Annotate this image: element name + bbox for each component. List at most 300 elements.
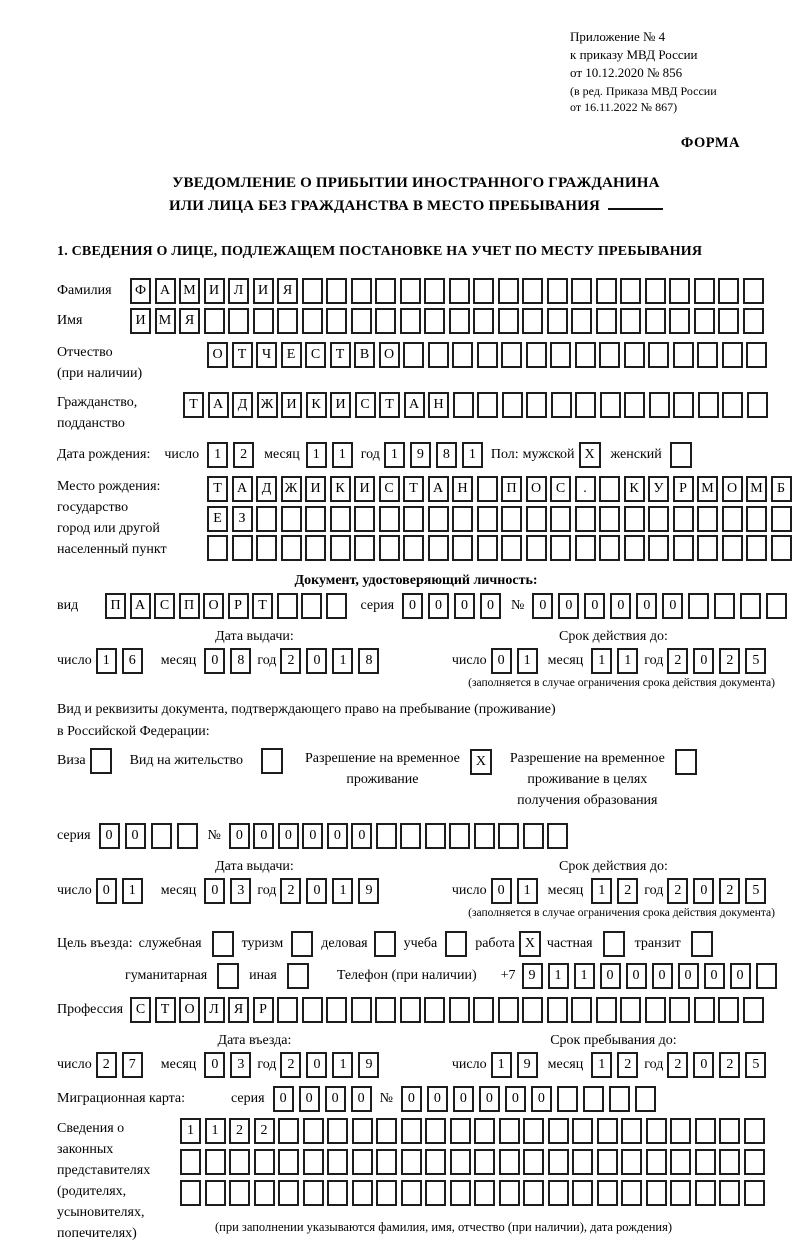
char-cell[interactable] bbox=[645, 997, 666, 1023]
char-cell[interactable] bbox=[597, 1180, 618, 1206]
char-cell[interactable]: М bbox=[155, 308, 176, 334]
char-cell[interactable] bbox=[669, 997, 690, 1023]
char-cell[interactable]: 1 bbox=[180, 1118, 201, 1144]
char-cell[interactable] bbox=[722, 506, 743, 532]
char-cell[interactable]: 0 bbox=[302, 823, 323, 849]
char-cell[interactable]: 1 bbox=[574, 963, 595, 989]
char-cell[interactable] bbox=[596, 278, 617, 304]
char-cell[interactable] bbox=[180, 1149, 201, 1175]
char-cell[interactable]: 1 bbox=[591, 1052, 612, 1078]
char-cell[interactable] bbox=[376, 1118, 397, 1144]
char-cell[interactable] bbox=[744, 1180, 765, 1206]
char-cell[interactable] bbox=[498, 823, 519, 849]
char-cell[interactable]: 0 bbox=[351, 1086, 372, 1112]
char-cell[interactable]: О bbox=[526, 476, 547, 502]
char-cell[interactable]: 0 bbox=[704, 963, 725, 989]
char-cell[interactable]: 0 bbox=[693, 648, 714, 674]
char-cell[interactable]: 1 bbox=[591, 648, 612, 674]
char-cell[interactable] bbox=[403, 535, 424, 561]
char-cell[interactable]: 2 bbox=[617, 878, 638, 904]
char-cell[interactable] bbox=[523, 823, 544, 849]
char-cell[interactable] bbox=[354, 535, 375, 561]
char-cell[interactable] bbox=[599, 506, 620, 532]
char-cell[interactable]: Ж bbox=[257, 392, 278, 418]
char-cell[interactable] bbox=[499, 1118, 520, 1144]
char-cell[interactable]: 0 bbox=[505, 1086, 526, 1112]
char-cell[interactable] bbox=[771, 506, 792, 532]
char-cell[interactable] bbox=[256, 535, 277, 561]
char-cell[interactable]: 1 bbox=[517, 648, 538, 674]
char-cell[interactable] bbox=[624, 535, 645, 561]
char-cell[interactable] bbox=[620, 997, 641, 1023]
char-cell[interactable]: Т bbox=[207, 476, 228, 502]
char-cell[interactable] bbox=[180, 1180, 201, 1206]
char-cell[interactable] bbox=[477, 506, 498, 532]
char-cell[interactable] bbox=[673, 342, 694, 368]
char-cell[interactable] bbox=[756, 963, 777, 989]
char-cell[interactable]: 5 bbox=[745, 648, 766, 674]
char-cell[interactable] bbox=[624, 342, 645, 368]
char-cell[interactable]: 0 bbox=[306, 878, 327, 904]
char-cell[interactable] bbox=[326, 308, 347, 334]
purpose-official-checkbox[interactable] bbox=[212, 931, 234, 957]
char-cell[interactable]: 9 bbox=[410, 442, 431, 468]
char-cell[interactable] bbox=[501, 506, 522, 532]
char-cell[interactable] bbox=[526, 506, 547, 532]
char-cell[interactable] bbox=[669, 308, 690, 334]
char-cell[interactable]: 0 bbox=[253, 823, 274, 849]
purpose-work-checkbox[interactable]: X bbox=[519, 931, 541, 957]
char-cell[interactable] bbox=[575, 392, 596, 418]
char-cell[interactable] bbox=[424, 278, 445, 304]
purpose-transit-checkbox[interactable] bbox=[691, 931, 713, 957]
char-cell[interactable]: А bbox=[155, 278, 176, 304]
char-cell[interactable] bbox=[428, 535, 449, 561]
char-cell[interactable]: 2 bbox=[667, 648, 688, 674]
char-cell[interactable]: 1 bbox=[96, 648, 117, 674]
char-cell[interactable] bbox=[229, 1180, 250, 1206]
char-cell[interactable] bbox=[547, 278, 568, 304]
char-cell[interactable]: С bbox=[154, 593, 175, 619]
char-cell[interactable]: 8 bbox=[230, 648, 251, 674]
char-cell[interactable]: 1 bbox=[205, 1118, 226, 1144]
char-cell[interactable]: 0 bbox=[273, 1086, 294, 1112]
char-cell[interactable] bbox=[379, 535, 400, 561]
char-cell[interactable] bbox=[400, 997, 421, 1023]
char-cell[interactable] bbox=[523, 1149, 544, 1175]
char-cell[interactable]: Н bbox=[452, 476, 473, 502]
char-cell[interactable]: К bbox=[624, 476, 645, 502]
char-cell[interactable] bbox=[277, 308, 298, 334]
char-cell[interactable] bbox=[718, 997, 739, 1023]
char-cell[interactable]: 0 bbox=[327, 823, 348, 849]
char-cell[interactable] bbox=[571, 997, 592, 1023]
char-cell[interactable] bbox=[256, 506, 277, 532]
char-cell[interactable]: 0 bbox=[299, 1086, 320, 1112]
char-cell[interactable] bbox=[449, 823, 470, 849]
char-cell[interactable]: 0 bbox=[626, 963, 647, 989]
char-cell[interactable] bbox=[695, 1180, 716, 1206]
char-cell[interactable] bbox=[599, 342, 620, 368]
char-cell[interactable]: Л bbox=[204, 997, 225, 1023]
char-cell[interactable] bbox=[326, 278, 347, 304]
char-cell[interactable]: 1 bbox=[617, 648, 638, 674]
char-cell[interactable] bbox=[621, 1118, 642, 1144]
char-cell[interactable]: 0 bbox=[204, 878, 225, 904]
char-cell[interactable] bbox=[771, 535, 792, 561]
char-cell[interactable] bbox=[719, 1149, 740, 1175]
char-cell[interactable]: О bbox=[379, 342, 400, 368]
char-cell[interactable] bbox=[718, 278, 739, 304]
char-cell[interactable] bbox=[425, 1180, 446, 1206]
char-cell[interactable] bbox=[498, 308, 519, 334]
char-cell[interactable] bbox=[645, 308, 666, 334]
char-cell[interactable] bbox=[204, 308, 225, 334]
char-cell[interactable] bbox=[646, 1180, 667, 1206]
char-cell[interactable] bbox=[229, 1149, 250, 1175]
char-cell[interactable] bbox=[474, 1149, 495, 1175]
char-cell[interactable] bbox=[572, 1180, 593, 1206]
char-cell[interactable] bbox=[688, 593, 709, 619]
char-cell[interactable]: Д bbox=[232, 392, 253, 418]
char-cell[interactable] bbox=[695, 1149, 716, 1175]
char-cell[interactable]: 0 bbox=[96, 878, 117, 904]
char-cell[interactable]: 0 bbox=[428, 593, 449, 619]
char-cell[interactable] bbox=[719, 1180, 740, 1206]
char-cell[interactable] bbox=[547, 997, 568, 1023]
char-cell[interactable]: 8 bbox=[436, 442, 457, 468]
char-cell[interactable]: А bbox=[232, 476, 253, 502]
char-cell[interactable] bbox=[624, 392, 645, 418]
char-cell[interactable] bbox=[477, 342, 498, 368]
char-cell[interactable] bbox=[609, 1086, 630, 1112]
char-cell[interactable]: Л bbox=[228, 278, 249, 304]
char-cell[interactable]: 2 bbox=[719, 648, 740, 674]
char-cell[interactable]: О bbox=[203, 593, 224, 619]
char-cell[interactable]: Ж bbox=[281, 476, 302, 502]
char-cell[interactable]: 0 bbox=[453, 1086, 474, 1112]
char-cell[interactable] bbox=[523, 1180, 544, 1206]
char-cell[interactable] bbox=[645, 278, 666, 304]
char-cell[interactable] bbox=[351, 308, 372, 334]
char-cell[interactable] bbox=[670, 1118, 691, 1144]
char-cell[interactable]: 2 bbox=[280, 1052, 301, 1078]
char-cell[interactable]: М bbox=[746, 476, 767, 502]
char-cell[interactable] bbox=[646, 1118, 667, 1144]
char-cell[interactable]: Р bbox=[228, 593, 249, 619]
char-cell[interactable]: 0 bbox=[730, 963, 751, 989]
char-cell[interactable]: 0 bbox=[652, 963, 673, 989]
char-cell[interactable] bbox=[743, 278, 764, 304]
char-cell[interactable] bbox=[351, 278, 372, 304]
char-cell[interactable]: К bbox=[330, 476, 351, 502]
char-cell[interactable] bbox=[523, 1118, 544, 1144]
char-cell[interactable] bbox=[303, 1149, 324, 1175]
male-checkbox[interactable]: X bbox=[579, 442, 601, 468]
char-cell[interactable] bbox=[572, 1149, 593, 1175]
edu-permit-checkbox[interactable] bbox=[675, 749, 697, 775]
char-cell[interactable]: 2 bbox=[233, 442, 254, 468]
char-cell[interactable] bbox=[327, 1180, 348, 1206]
char-cell[interactable] bbox=[401, 1180, 422, 1206]
char-cell[interactable]: В bbox=[354, 342, 375, 368]
char-cell[interactable] bbox=[694, 278, 715, 304]
char-cell[interactable]: И bbox=[130, 308, 151, 334]
char-cell[interactable]: 2 bbox=[667, 878, 688, 904]
char-cell[interactable]: Т bbox=[403, 476, 424, 502]
char-cell[interactable] bbox=[450, 1149, 471, 1175]
char-cell[interactable]: 1 bbox=[517, 878, 538, 904]
char-cell[interactable] bbox=[550, 506, 571, 532]
char-cell[interactable]: А bbox=[404, 392, 425, 418]
char-cell[interactable] bbox=[498, 997, 519, 1023]
char-cell[interactable]: 2 bbox=[719, 878, 740, 904]
char-cell[interactable]: Ф bbox=[130, 278, 151, 304]
char-cell[interactable]: 6 bbox=[122, 648, 143, 674]
char-cell[interactable] bbox=[621, 1180, 642, 1206]
char-cell[interactable] bbox=[597, 1149, 618, 1175]
char-cell[interactable]: 0 bbox=[600, 963, 621, 989]
char-cell[interactable] bbox=[474, 1180, 495, 1206]
char-cell[interactable]: И bbox=[204, 278, 225, 304]
char-cell[interactable]: 0 bbox=[610, 593, 631, 619]
char-cell[interactable]: 2 bbox=[719, 1052, 740, 1078]
char-cell[interactable] bbox=[571, 308, 592, 334]
char-cell[interactable] bbox=[635, 1086, 656, 1112]
char-cell[interactable]: 0 bbox=[125, 823, 146, 849]
char-cell[interactable] bbox=[522, 278, 543, 304]
residence-permit-checkbox[interactable] bbox=[261, 748, 283, 774]
char-cell[interactable] bbox=[449, 997, 470, 1023]
visa-checkbox[interactable] bbox=[90, 748, 112, 774]
char-cell[interactable] bbox=[571, 278, 592, 304]
char-cell[interactable] bbox=[232, 535, 253, 561]
char-cell[interactable]: 2 bbox=[254, 1118, 275, 1144]
char-cell[interactable] bbox=[452, 535, 473, 561]
char-cell[interactable]: 2 bbox=[229, 1118, 250, 1144]
char-cell[interactable] bbox=[401, 1118, 422, 1144]
char-cell[interactable]: 1 bbox=[332, 648, 353, 674]
char-cell[interactable] bbox=[428, 506, 449, 532]
char-cell[interactable] bbox=[477, 535, 498, 561]
char-cell[interactable]: Е bbox=[207, 506, 228, 532]
char-cell[interactable]: 1 bbox=[332, 442, 353, 468]
char-cell[interactable]: 0 bbox=[558, 593, 579, 619]
char-cell[interactable]: 0 bbox=[480, 593, 501, 619]
char-cell[interactable] bbox=[205, 1149, 226, 1175]
char-cell[interactable]: П bbox=[179, 593, 200, 619]
char-cell[interactable]: Я bbox=[179, 308, 200, 334]
char-cell[interactable]: 1 bbox=[332, 878, 353, 904]
char-cell[interactable] bbox=[722, 342, 743, 368]
char-cell[interactable] bbox=[453, 392, 474, 418]
char-cell[interactable]: 2 bbox=[280, 878, 301, 904]
char-cell[interactable] bbox=[330, 506, 351, 532]
char-cell[interactable]: А bbox=[130, 593, 151, 619]
char-cell[interactable] bbox=[575, 506, 596, 532]
char-cell[interactable] bbox=[205, 1180, 226, 1206]
char-cell[interactable] bbox=[474, 1118, 495, 1144]
char-cell[interactable] bbox=[526, 342, 547, 368]
char-cell[interactable]: 1 bbox=[384, 442, 405, 468]
char-cell[interactable] bbox=[449, 278, 470, 304]
char-cell[interactable] bbox=[746, 535, 767, 561]
char-cell[interactable] bbox=[722, 392, 743, 418]
char-cell[interactable]: С bbox=[550, 476, 571, 502]
char-cell[interactable]: О bbox=[722, 476, 743, 502]
char-cell[interactable]: Р bbox=[673, 476, 694, 502]
char-cell[interactable] bbox=[648, 506, 669, 532]
char-cell[interactable]: Ч bbox=[256, 342, 277, 368]
purpose-other-checkbox[interactable] bbox=[287, 963, 309, 989]
char-cell[interactable] bbox=[425, 823, 446, 849]
purpose-business-checkbox[interactable] bbox=[374, 931, 396, 957]
char-cell[interactable] bbox=[550, 535, 571, 561]
char-cell[interactable]: 0 bbox=[693, 878, 714, 904]
char-cell[interactable] bbox=[278, 1180, 299, 1206]
char-cell[interactable] bbox=[744, 1118, 765, 1144]
char-cell[interactable] bbox=[740, 593, 761, 619]
char-cell[interactable]: Т bbox=[155, 997, 176, 1023]
char-cell[interactable] bbox=[596, 997, 617, 1023]
char-cell[interactable] bbox=[499, 1149, 520, 1175]
char-cell[interactable] bbox=[473, 997, 494, 1023]
char-cell[interactable] bbox=[695, 1118, 716, 1144]
char-cell[interactable] bbox=[673, 392, 694, 418]
char-cell[interactable]: И bbox=[330, 392, 351, 418]
char-cell[interactable]: С bbox=[130, 997, 151, 1023]
char-cell[interactable]: 8 bbox=[358, 648, 379, 674]
purpose-humanitarian-checkbox[interactable] bbox=[217, 963, 239, 989]
char-cell[interactable] bbox=[278, 1118, 299, 1144]
char-cell[interactable]: 0 bbox=[531, 1086, 552, 1112]
char-cell[interactable]: 3 bbox=[230, 878, 251, 904]
char-cell[interactable]: 0 bbox=[99, 823, 120, 849]
female-checkbox[interactable] bbox=[670, 442, 692, 468]
char-cell[interactable] bbox=[281, 506, 302, 532]
char-cell[interactable] bbox=[746, 506, 767, 532]
char-cell[interactable] bbox=[649, 392, 670, 418]
char-cell[interactable]: Е bbox=[281, 342, 302, 368]
char-cell[interactable] bbox=[697, 506, 718, 532]
char-cell[interactable] bbox=[351, 997, 372, 1023]
char-cell[interactable] bbox=[473, 278, 494, 304]
char-cell[interactable] bbox=[379, 506, 400, 532]
char-cell[interactable]: 1 bbox=[591, 878, 612, 904]
char-cell[interactable] bbox=[375, 997, 396, 1023]
char-cell[interactable]: 2 bbox=[280, 648, 301, 674]
char-cell[interactable] bbox=[557, 1086, 578, 1112]
char-cell[interactable]: 9 bbox=[517, 1052, 538, 1078]
char-cell[interactable]: Т bbox=[379, 392, 400, 418]
char-cell[interactable]: 0 bbox=[479, 1086, 500, 1112]
char-cell[interactable]: 0 bbox=[278, 823, 299, 849]
char-cell[interactable]: 5 bbox=[745, 1052, 766, 1078]
char-cell[interactable] bbox=[277, 593, 298, 619]
char-cell[interactable] bbox=[253, 308, 274, 334]
char-cell[interactable] bbox=[477, 392, 498, 418]
char-cell[interactable]: И bbox=[253, 278, 274, 304]
char-cell[interactable]: З bbox=[232, 506, 253, 532]
char-cell[interactable] bbox=[694, 997, 715, 1023]
char-cell[interactable] bbox=[670, 1180, 691, 1206]
char-cell[interactable]: Б bbox=[771, 476, 792, 502]
char-cell[interactable]: С bbox=[355, 392, 376, 418]
char-cell[interactable] bbox=[621, 1149, 642, 1175]
char-cell[interactable]: 0 bbox=[306, 1052, 327, 1078]
char-cell[interactable] bbox=[452, 342, 473, 368]
char-cell[interactable] bbox=[698, 392, 719, 418]
char-cell[interactable]: Я bbox=[277, 278, 298, 304]
char-cell[interactable] bbox=[177, 823, 198, 849]
char-cell[interactable] bbox=[669, 278, 690, 304]
char-cell[interactable] bbox=[522, 997, 543, 1023]
char-cell[interactable] bbox=[281, 535, 302, 561]
char-cell[interactable] bbox=[548, 1118, 569, 1144]
purpose-tourism-checkbox[interactable] bbox=[291, 931, 313, 957]
char-cell[interactable] bbox=[547, 823, 568, 849]
char-cell[interactable]: 2 bbox=[667, 1052, 688, 1078]
char-cell[interactable]: 0 bbox=[454, 593, 475, 619]
char-cell[interactable] bbox=[648, 342, 669, 368]
char-cell[interactable]: 0 bbox=[402, 593, 423, 619]
char-cell[interactable] bbox=[548, 1180, 569, 1206]
char-cell[interactable] bbox=[714, 593, 735, 619]
char-cell[interactable]: 1 bbox=[332, 1052, 353, 1078]
char-cell[interactable] bbox=[722, 535, 743, 561]
char-cell[interactable] bbox=[673, 535, 694, 561]
char-cell[interactable]: 0 bbox=[229, 823, 250, 849]
char-cell[interactable]: П bbox=[501, 476, 522, 502]
char-cell[interactable] bbox=[254, 1149, 275, 1175]
char-cell[interactable] bbox=[277, 997, 298, 1023]
char-cell[interactable]: Т bbox=[183, 392, 204, 418]
char-cell[interactable] bbox=[583, 1086, 604, 1112]
char-cell[interactable] bbox=[477, 476, 498, 502]
char-cell[interactable]: И bbox=[305, 476, 326, 502]
char-cell[interactable] bbox=[599, 476, 620, 502]
char-cell[interactable] bbox=[452, 506, 473, 532]
char-cell[interactable]: 0 bbox=[584, 593, 605, 619]
char-cell[interactable] bbox=[522, 308, 543, 334]
char-cell[interactable] bbox=[548, 1149, 569, 1175]
char-cell[interactable] bbox=[596, 308, 617, 334]
char-cell[interactable] bbox=[718, 308, 739, 334]
char-cell[interactable]: 1 bbox=[462, 442, 483, 468]
char-cell[interactable] bbox=[376, 1149, 397, 1175]
char-cell[interactable] bbox=[450, 1118, 471, 1144]
char-cell[interactable] bbox=[599, 535, 620, 561]
char-cell[interactable]: 0 bbox=[662, 593, 683, 619]
char-cell[interactable]: 1 bbox=[491, 1052, 512, 1078]
char-cell[interactable] bbox=[303, 1118, 324, 1144]
char-cell[interactable]: А bbox=[428, 476, 449, 502]
char-cell[interactable] bbox=[376, 823, 397, 849]
char-cell[interactable] bbox=[428, 342, 449, 368]
char-cell[interactable]: С bbox=[305, 342, 326, 368]
char-cell[interactable]: Н bbox=[428, 392, 449, 418]
char-cell[interactable]: 0 bbox=[678, 963, 699, 989]
char-cell[interactable] bbox=[400, 278, 421, 304]
char-cell[interactable]: И bbox=[354, 476, 375, 502]
char-cell[interactable]: Т bbox=[330, 342, 351, 368]
char-cell[interactable] bbox=[326, 593, 347, 619]
char-cell[interactable] bbox=[526, 392, 547, 418]
char-cell[interactable] bbox=[424, 997, 445, 1023]
char-cell[interactable] bbox=[375, 278, 396, 304]
char-cell[interactable] bbox=[326, 997, 347, 1023]
char-cell[interactable] bbox=[302, 308, 323, 334]
